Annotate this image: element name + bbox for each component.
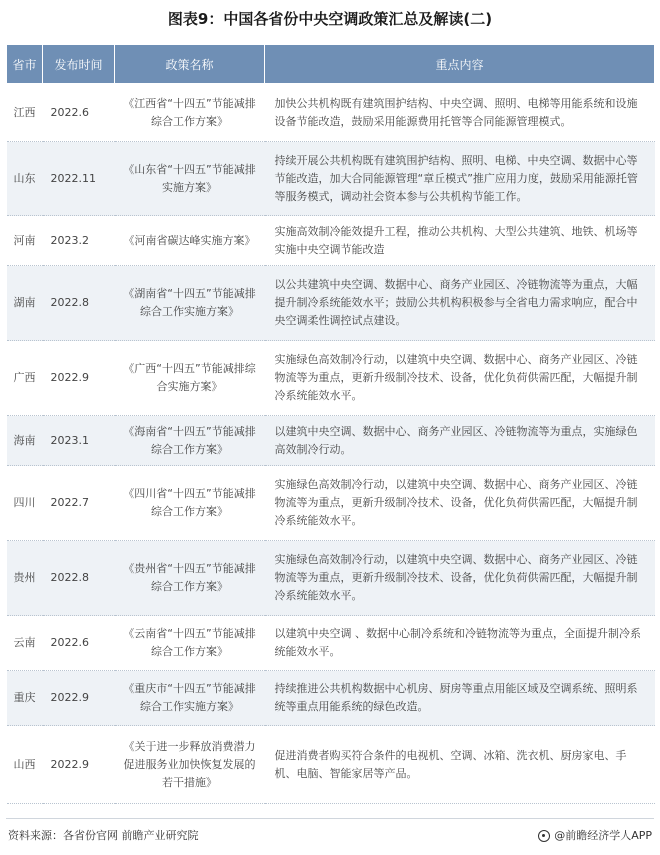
cell-policy-name: 《海南省“十四五”节能减排综合工作方案》 xyxy=(115,416,265,466)
cell-date: 2022.9 xyxy=(43,341,115,416)
source-note: 资料来源：各省份官网 前瞻产业研究院 xyxy=(8,829,199,842)
cell-province: 山东 xyxy=(7,142,43,216)
cell-province: 江西 xyxy=(7,84,43,142)
table-row xyxy=(7,616,655,671)
footer xyxy=(8,826,652,846)
cell-policy-name: 《河南省碳达峰实施方案》 xyxy=(115,216,265,266)
cell-policy-name: 《四川省“十四五”节能减排综合工作方案》 xyxy=(115,466,265,541)
cell-focus: 实施高效制冷能效提升工程，推动公共机构、大型公共建筑、地铁、机场等实施中央空调节能改造 xyxy=(265,216,655,266)
cell-policy-name: 《关于进一步释放消费潜力促进服务业加快恢复发展的若干措施》 xyxy=(115,726,265,804)
table-row xyxy=(7,142,655,216)
cell-province: 云南 xyxy=(7,616,43,671)
cell-province: 山西 xyxy=(7,726,43,804)
brand-credit xyxy=(538,826,652,846)
policy-table xyxy=(6,44,655,804)
cell-focus: 实施绿色高效制冷行动，以建筑中央空调、数据中心、商务产业园区、冷链物流等为重点，更新升级制冷技术、设备，优化负荷供需匹配，大幅提升制冷系统能效水平。 xyxy=(265,341,655,416)
cell-focus: 持续开展公共机构既有建筑围护结构、照明、电梯、中央空调、数据中心等节能改造，加大合同能源管理“章丘模式”推广应用力度，鼓励采用能源托管等服务模式，调动社会资本参与公共机构节能工作。 xyxy=(265,142,655,216)
header-date: 发布时间 xyxy=(43,45,115,84)
brand-logo-icon xyxy=(538,830,550,842)
table-row xyxy=(7,84,655,142)
table-row xyxy=(7,266,655,341)
cell-date: 2023.1 xyxy=(43,416,115,466)
cell-province: 重庆 xyxy=(7,671,43,726)
table-row xyxy=(7,416,655,466)
cell-policy-name: 《山东省“十四五”节能减排实施方案》 xyxy=(115,142,265,216)
cell-province: 河南 xyxy=(7,216,43,266)
policy-table-container xyxy=(6,44,654,804)
cell-policy-name: 《湖南省“十四五”节能减排综合工作实施方案》 xyxy=(115,266,265,341)
cell-date: 2022.6 xyxy=(43,616,115,671)
cell-province: 湖南 xyxy=(7,266,43,341)
table-row xyxy=(7,216,655,266)
cell-date: 2023.2 xyxy=(43,216,115,266)
cell-focus: 加快公共机构既有建筑围护结构、中央空调、照明、电梯等用能系统和设施设备节能改造，鼓励采用能源费用托管等合同能源管理模式。 xyxy=(265,84,655,142)
cell-focus: 促进消费者购买符合条件的电视机、空调、冰箱、洗衣机、厨房家电、手机、电脑、智能家居等产品。 xyxy=(265,726,655,804)
footer-divider xyxy=(6,818,654,819)
header-focus: 重点内容 xyxy=(265,45,655,84)
cell-date: 2022.9 xyxy=(43,671,115,726)
brand-label: @前瞻经济学人APP xyxy=(554,829,652,842)
cell-date: 2022.9 xyxy=(43,726,115,804)
page-title: 图表9：中国各省份中央空调政策汇总及解读(二) xyxy=(167,10,493,28)
cell-province: 贵州 xyxy=(7,541,43,616)
cell-focus: 实施绿色高效制冷行动，以建筑中央空调、数据中心、商务产业园区、冷链物流等为重点，更新升级制冷技术、设备，优化负荷供需匹配，大幅提升制冷系统能效水平。 xyxy=(265,466,655,541)
cell-policy-name: 《江西省“十四五”节能减排综合工作方案》 xyxy=(115,84,265,142)
table-row xyxy=(7,341,655,416)
cell-focus: 持续推进公共机构数据中心机房、厨房等重点用能区域及空调系统、照明系统等重点用能系统的绿色改造。 xyxy=(265,671,655,726)
cell-focus: 以公共建筑中央空调、数据中心、商务产业园区、冷链物流等为重点，大幅提升制冷系统能效水平；鼓励公共机构积极参与全省电力需求响应，配合中央空调柔性调控试点建设。 xyxy=(265,266,655,341)
cell-date: 2022.11 xyxy=(43,142,115,216)
cell-policy-name: 《贵州省“十四五”节能减排综合工作方案》 xyxy=(115,541,265,616)
cell-focus: 以建筑中央空调 、数据中心制冷系统和冷链物流等为重点，全面提升制冷系统能效水平。 xyxy=(265,616,655,671)
cell-province: 四川 xyxy=(7,466,43,541)
cell-date: 2022.8 xyxy=(43,266,115,341)
cell-policy-name: 《广西“十四五”节能减排综合实施方案》 xyxy=(115,341,265,416)
table-row xyxy=(7,466,655,541)
cell-focus: 以建筑中央空调、数据中心、商务产业园区、冷链物流等为重点，实施绿色高效制冷行动。 xyxy=(265,416,655,466)
cell-focus: 实施绿色高效制冷行动，以建筑中央空调、数据中心、商务产业园区、冷链物流等为重点，更新升级制冷技术、设备，优化负荷供需匹配，大幅提升制冷系统能效水平。 xyxy=(265,541,655,616)
header-policy-name: 政策名称 xyxy=(115,45,265,84)
cell-policy-name: 《重庆市“十四五”节能减排综合工作实施方案》 xyxy=(115,671,265,726)
table-row xyxy=(7,541,655,616)
header-province: 省市 xyxy=(7,45,43,84)
cell-policy-name: 《云南省“十四五”节能减排综合工作方案》 xyxy=(115,616,265,671)
cell-date: 2022.7 xyxy=(43,466,115,541)
table-row xyxy=(7,671,655,726)
table-row xyxy=(7,726,655,804)
cell-date: 2022.8 xyxy=(43,541,115,616)
cell-province: 海南 xyxy=(7,416,43,466)
cell-province: 广西 xyxy=(7,341,43,416)
cell-date: 2022.6 xyxy=(43,84,115,142)
table-header-row xyxy=(7,45,655,84)
